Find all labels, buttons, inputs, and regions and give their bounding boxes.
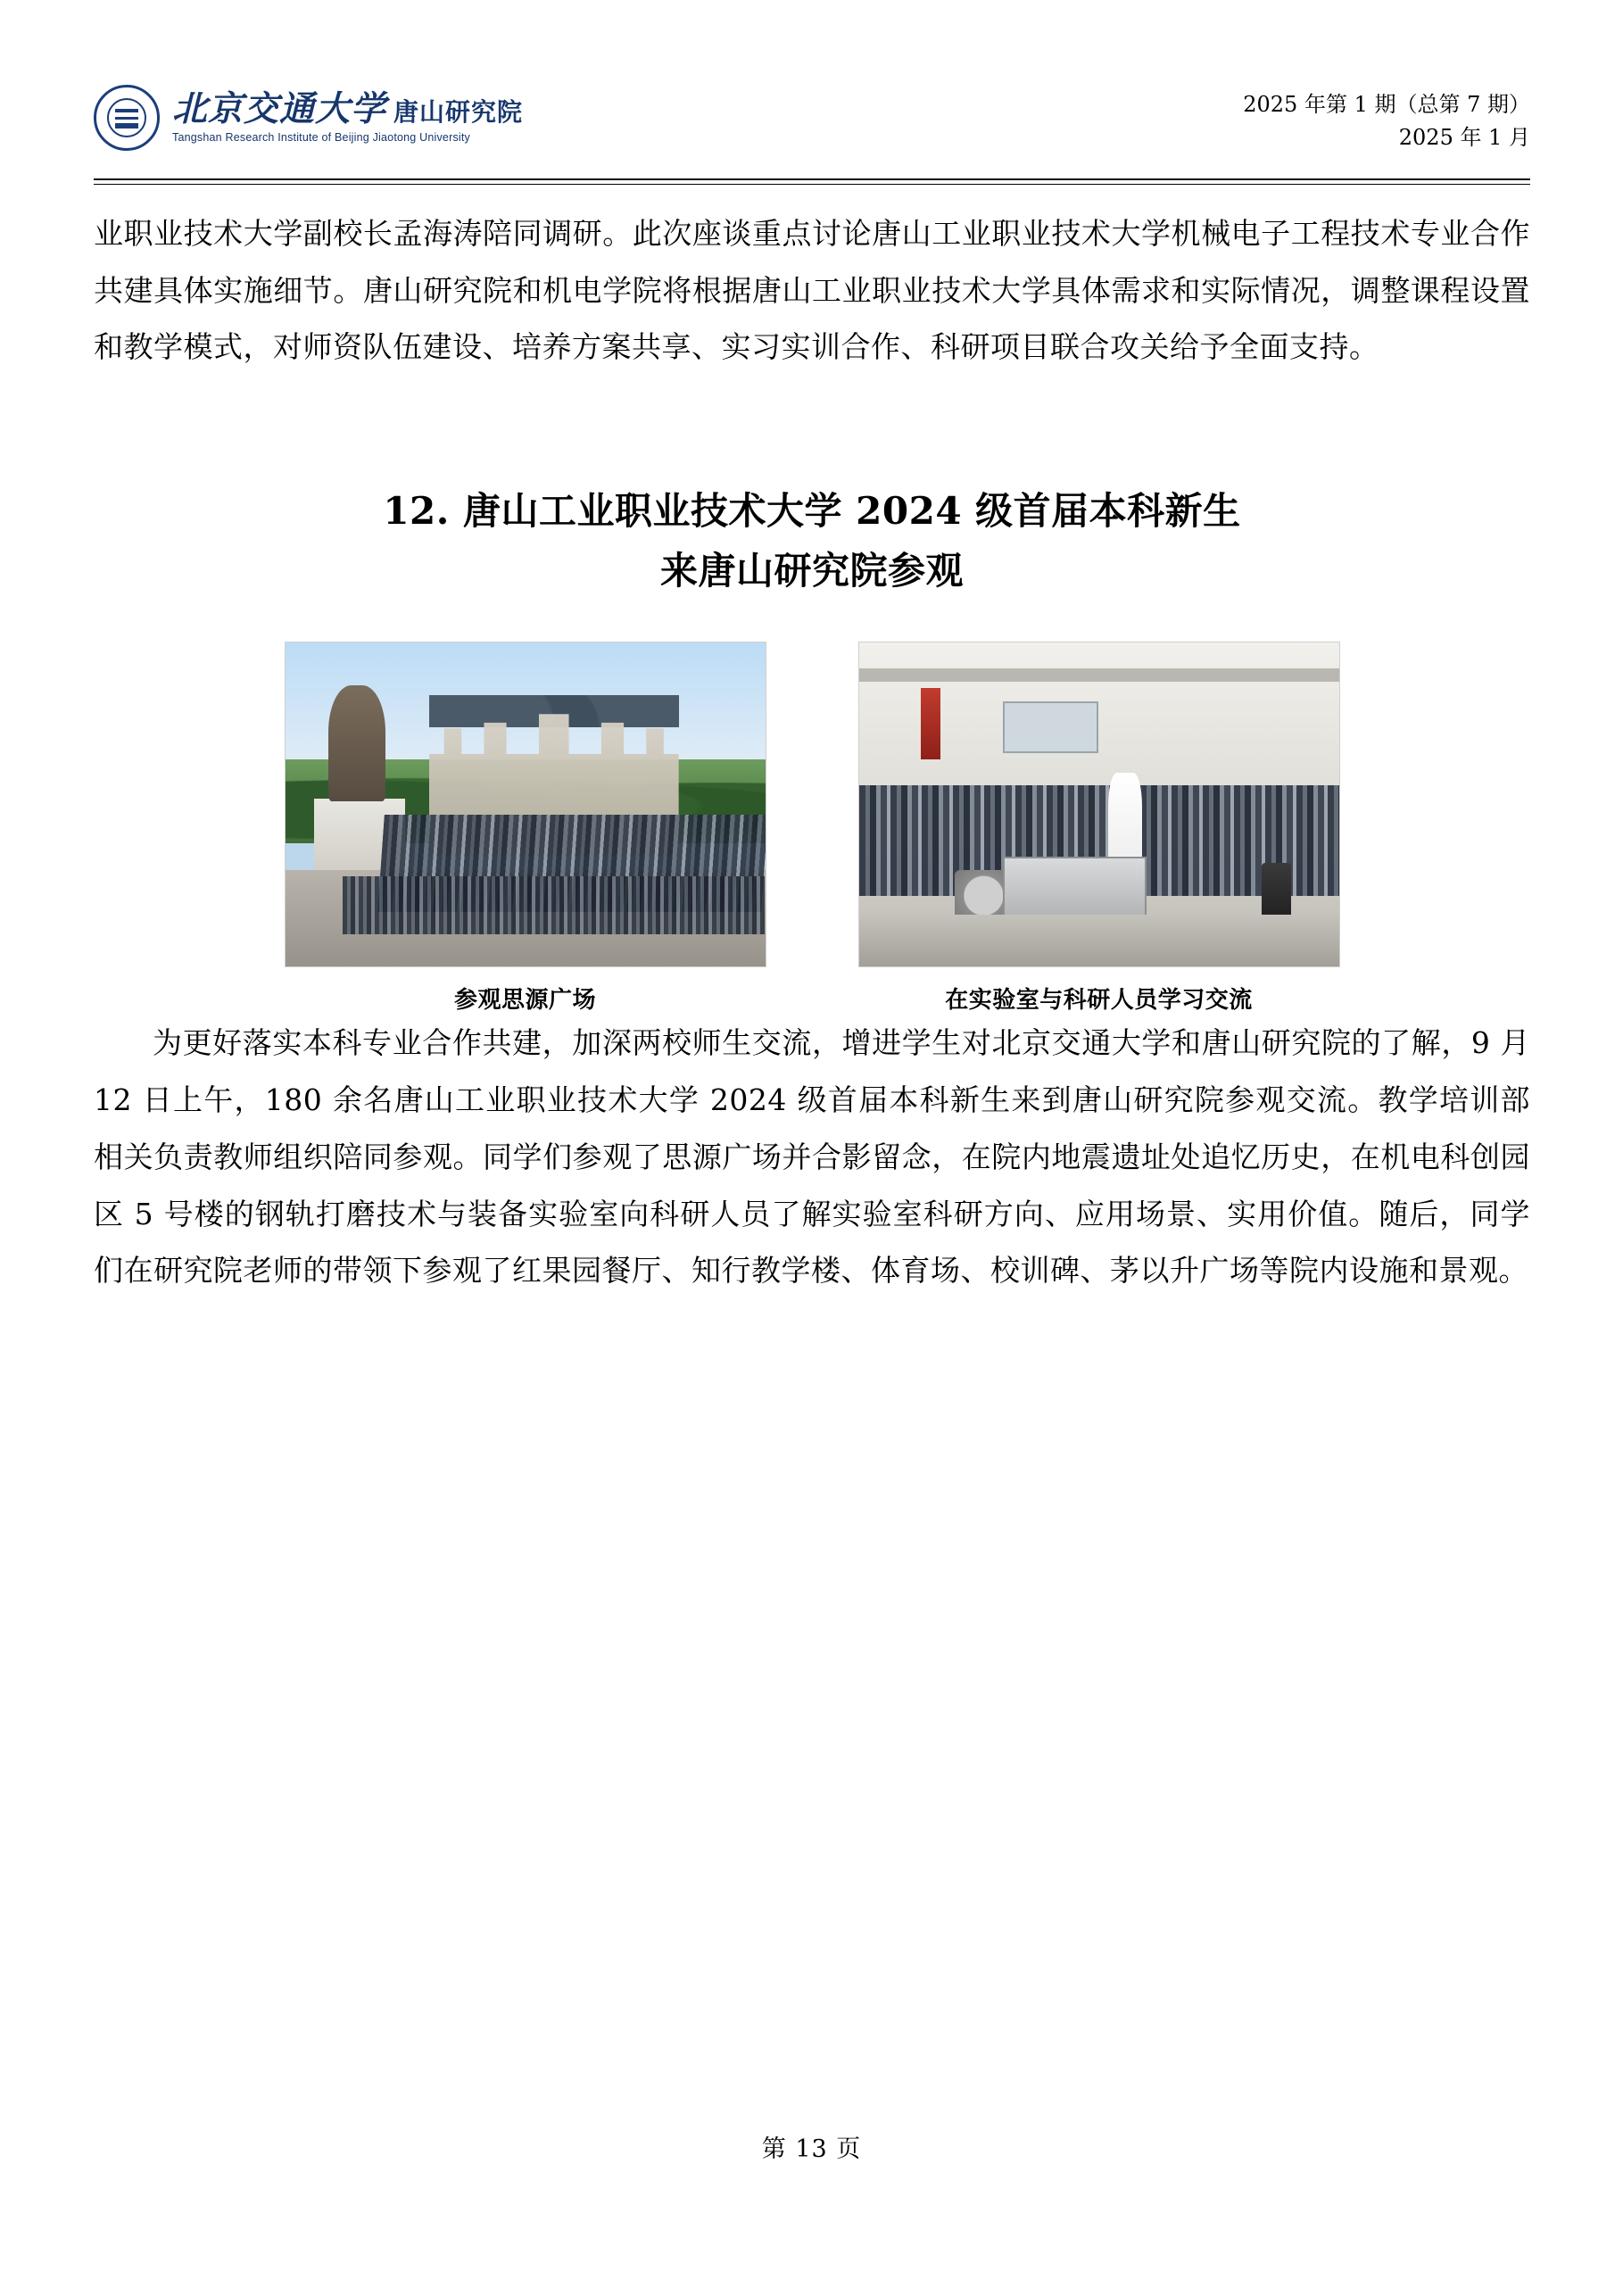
section-heading-line-2: 来唐山研究院参观 — [659, 549, 964, 593]
university-seal-icon — [94, 85, 160, 151]
section-heading-line-1: 12. 唐山工业职业技术大学 2024 级首届本科新生 — [383, 489, 1241, 534]
photo-ceiling-beam — [859, 668, 1339, 682]
photo-laboratory — [858, 642, 1340, 967]
figure-laboratory — [858, 642, 1340, 1015]
figure-row — [94, 642, 1530, 1015]
photo-student-crowd-front — [343, 876, 765, 934]
page-header — [94, 85, 1530, 178]
logo-chinese-name — [172, 88, 524, 130]
logo-institute-name: 唐山研究院 — [393, 97, 524, 128]
photo-lab-window — [1003, 701, 1099, 753]
page-footer — [0, 2129, 1623, 2164]
page-number: 第 13 页 — [761, 2135, 862, 2163]
logo-english-name: Tangshan Research Institute of Beijing Jiaotong University — [172, 131, 470, 145]
issue-date: 2025 年 1 月 — [1398, 125, 1530, 151]
figure-caption: 在实验室与科研人员学习交流 — [945, 987, 1253, 1015]
paragraph-main: 为更好落实本科专业合作共建，加深两校师生交流，增进学生对北京交通大学和唐山研究院的了解，9 月 12 日上午，180 余名唐山工业职业技术大学 2024 级首届本科新生来到唐山研究院参观交流。教学培训部相关负责教师组织陪同参观。同学们参观了思源广场并合影留念，在院内地震遗址处追忆历史，在机电科创园区 5 号楼的钢轨打磨技术与装备实验室向科研人员了解实验室科研方向、应用场景、实用价值。随后，同学们在研究院老师的带领下参观了红果园餐厅、知行教学楼、体育场、校训碑、茅以升广场等院内设施和景观。 — [94, 1025, 1530, 1289]
logo-text-block — [172, 88, 524, 145]
logo-university-name: 北京交通大学 — [172, 88, 387, 130]
figure-campus-gate — [285, 642, 766, 1015]
photo-lab-floor — [859, 915, 1339, 966]
photo-red-banner — [921, 688, 940, 759]
issue-info — [1243, 85, 1530, 154]
page-content — [94, 205, 1530, 1299]
section-heading — [94, 481, 1530, 601]
header-divider — [94, 178, 1530, 180]
institution-logo — [94, 85, 523, 151]
photo-campus-gate — [285, 642, 766, 967]
photo-statue — [328, 685, 386, 802]
issue-number: 2025 年第 1 期（总第 7 期） — [1243, 92, 1530, 117]
figure-caption: 参观思源广场 — [453, 987, 596, 1015]
paragraph-continued: 业职业技术大学副校长孟海涛陪同调研。此次座谈重点讨论唐山工业职业技术大学机械电子工程技术专业合作共建具体实施细节。唐山研究院和机电学院将根据唐山工业职业技术大学具体需求和实际情况，调整课程设置和教学模式，对师资队伍建设、培养方案共享、实习实训合作、科研项目联合攻关给予全面支持。 — [94, 216, 1530, 365]
